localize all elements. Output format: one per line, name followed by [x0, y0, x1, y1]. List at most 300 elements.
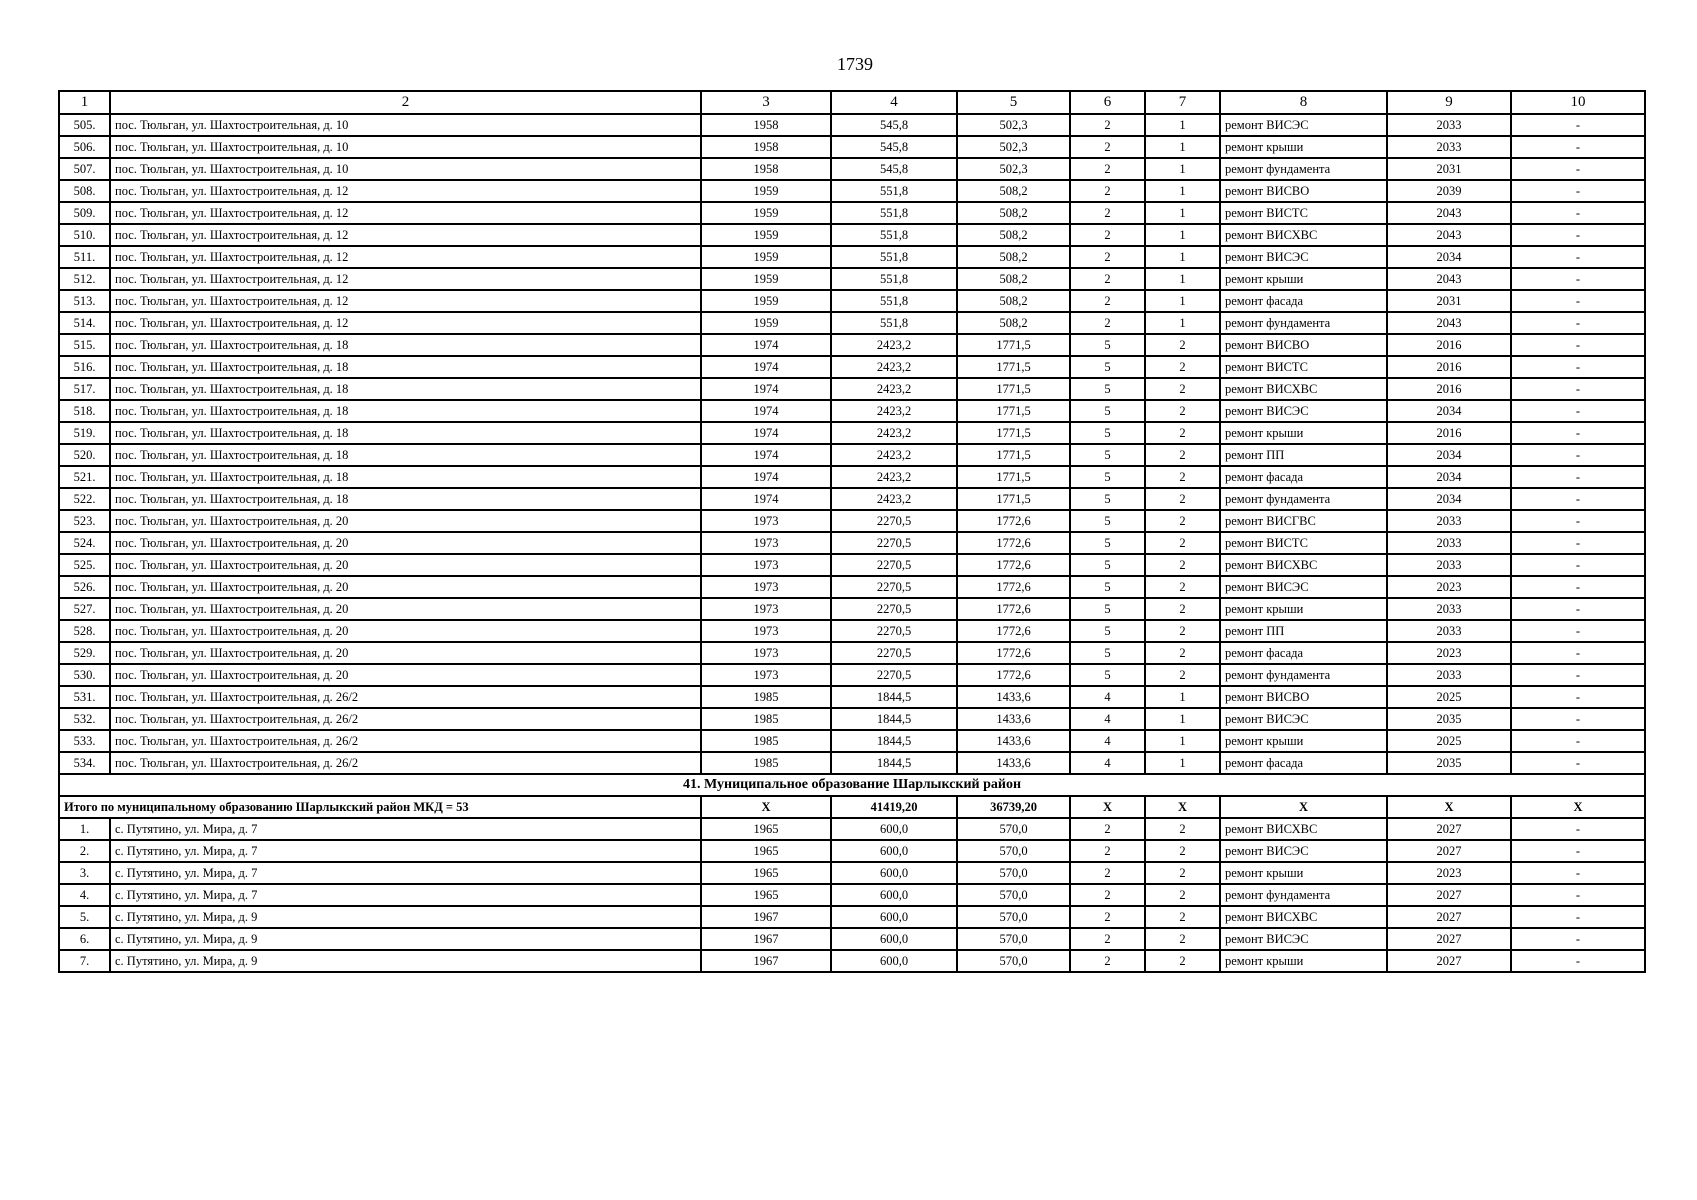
construction-year-cell: 1974 — [701, 488, 831, 510]
total-value-cell: 41419,20 — [831, 796, 957, 818]
note-cell: - — [1511, 730, 1645, 752]
construction-year-cell: 1974 — [701, 356, 831, 378]
address-cell: с. Путятино, ул. Мира, д. 7 — [110, 818, 701, 840]
total-label: Итого по муниципальному образованию Шарлыкский район МКД = 53 — [59, 796, 701, 818]
entrances-cell: 2 — [1145, 642, 1220, 664]
repair-work-cell: ремонт ВИСЭС — [1220, 576, 1387, 598]
floors-cell: 5 — [1070, 334, 1145, 356]
construction-year-cell: 1959 — [701, 202, 831, 224]
entrances-cell: 1 — [1145, 686, 1220, 708]
entrances-cell: 1 — [1145, 246, 1220, 268]
row-number-cell: 529. — [59, 642, 110, 664]
planned-year-cell: 2043 — [1387, 202, 1511, 224]
row-number-cell: 517. — [59, 378, 110, 400]
total-area-cell: 551,8 — [831, 246, 957, 268]
planned-year-cell: 2033 — [1387, 620, 1511, 642]
table-row — [59, 466, 1645, 488]
column-header: 4 — [831, 91, 957, 114]
column-header: 8 — [1220, 91, 1387, 114]
construction-year-cell: 1959 — [701, 224, 831, 246]
total-area-cell: 2270,5 — [831, 532, 957, 554]
entrances-cell: 2 — [1145, 378, 1220, 400]
repair-work-cell: ремонт фасада — [1220, 466, 1387, 488]
row-number-cell: 519. — [59, 422, 110, 444]
table-row — [59, 884, 1645, 906]
repair-work-cell: ремонт ПП — [1220, 620, 1387, 642]
note-cell: - — [1511, 532, 1645, 554]
living-area-cell: 502,3 — [957, 114, 1070, 136]
row-number-cell: 533. — [59, 730, 110, 752]
planned-year-cell: 2033 — [1387, 664, 1511, 686]
planned-year-cell: 2031 — [1387, 158, 1511, 180]
row-number-cell: 513. — [59, 290, 110, 312]
construction-year-cell: 1973 — [701, 620, 831, 642]
repair-work-cell: ремонт фундамента — [1220, 664, 1387, 686]
living-area-cell: 570,0 — [957, 928, 1070, 950]
table-row — [59, 268, 1645, 290]
floors-cell: 2 — [1070, 158, 1145, 180]
construction-year-cell: 1973 — [701, 664, 831, 686]
total-value-cell: Х — [1070, 796, 1145, 818]
address-cell: с. Путятино, ул. Мира, д. 9 — [110, 906, 701, 928]
construction-year-cell: 1965 — [701, 840, 831, 862]
total-area-cell: 600,0 — [831, 862, 957, 884]
entrances-cell: 2 — [1145, 554, 1220, 576]
floors-cell: 2 — [1070, 884, 1145, 906]
total-area-cell: 600,0 — [831, 884, 957, 906]
floors-cell: 2 — [1070, 114, 1145, 136]
note-cell: - — [1511, 246, 1645, 268]
repair-work-cell: ремонт ВИСТС — [1220, 202, 1387, 224]
planned-year-cell: 2034 — [1387, 488, 1511, 510]
total-area-cell: 551,8 — [831, 290, 957, 312]
construction-year-cell: 1965 — [701, 884, 831, 906]
entrances-cell: 1 — [1145, 136, 1220, 158]
floors-cell: 2 — [1070, 180, 1145, 202]
page-number: 1739 — [837, 54, 873, 74]
construction-year-cell: 1974 — [701, 466, 831, 488]
total-area-cell: 545,8 — [831, 136, 957, 158]
floors-cell: 5 — [1070, 576, 1145, 598]
row-number-cell: 507. — [59, 158, 110, 180]
repair-work-cell: ремонт фундамента — [1220, 488, 1387, 510]
section-heading-row — [59, 774, 1645, 796]
entrances-cell: 2 — [1145, 488, 1220, 510]
total-area-cell: 551,8 — [831, 268, 957, 290]
entrances-cell: 2 — [1145, 576, 1220, 598]
planned-year-cell: 2034 — [1387, 400, 1511, 422]
repair-work-cell: ремонт ВИСЭС — [1220, 400, 1387, 422]
address-cell: пос. Тюльган, ул. Шахтостроительная, д. 12 — [110, 180, 701, 202]
note-cell: - — [1511, 686, 1645, 708]
row-number-cell: 518. — [59, 400, 110, 422]
planned-year-cell: 2016 — [1387, 356, 1511, 378]
total-area-cell: 2423,2 — [831, 400, 957, 422]
planned-year-cell: 2033 — [1387, 532, 1511, 554]
repair-work-cell: ремонт фасада — [1220, 642, 1387, 664]
address-cell: пос. Тюльган, ул. Шахтостроительная, д. 18 — [110, 444, 701, 466]
note-cell: - — [1511, 312, 1645, 334]
table-row — [59, 730, 1645, 752]
table-row — [59, 510, 1645, 532]
living-area-cell: 570,0 — [957, 862, 1070, 884]
planned-year-cell: 2031 — [1387, 290, 1511, 312]
planned-year-cell: 2027 — [1387, 928, 1511, 950]
living-area-cell: 570,0 — [957, 884, 1070, 906]
planned-year-cell: 2033 — [1387, 136, 1511, 158]
construction-year-cell: 1973 — [701, 554, 831, 576]
address-cell: пос. Тюльган, ул. Шахтостроительная, д. 12 — [110, 268, 701, 290]
repair-work-cell: ремонт ВИСЭС — [1220, 928, 1387, 950]
construction-year-cell: 1985 — [701, 752, 831, 774]
living-area-cell: 508,2 — [957, 268, 1070, 290]
row-number-cell: 532. — [59, 708, 110, 730]
total-area-cell: 2270,5 — [831, 554, 957, 576]
construction-year-cell: 1959 — [701, 180, 831, 202]
entrances-cell: 1 — [1145, 224, 1220, 246]
address-cell: пос. Тюльган, ул. Шахтостроительная, д. 26/2 — [110, 686, 701, 708]
repair-work-cell: ремонт крыши — [1220, 598, 1387, 620]
floors-cell: 2 — [1070, 268, 1145, 290]
repair-work-cell: ремонт ВИСВО — [1220, 180, 1387, 202]
note-cell: - — [1511, 884, 1645, 906]
construction-year-cell: 1959 — [701, 246, 831, 268]
note-cell: - — [1511, 906, 1645, 928]
living-area-cell: 1771,5 — [957, 422, 1070, 444]
living-area-cell: 1771,5 — [957, 400, 1070, 422]
table-row — [59, 158, 1645, 180]
living-area-cell: 502,3 — [957, 136, 1070, 158]
planned-year-cell: 2027 — [1387, 884, 1511, 906]
living-area-cell: 1772,6 — [957, 554, 1070, 576]
note-cell: - — [1511, 620, 1645, 642]
repair-work-cell: ремонт ВИСХВС — [1220, 818, 1387, 840]
construction-year-cell: 1973 — [701, 532, 831, 554]
row-number-cell: 531. — [59, 686, 110, 708]
total-value-cell: Х — [1387, 796, 1511, 818]
entrances-cell: 1 — [1145, 268, 1220, 290]
address-cell: с. Путятино, ул. Мира, д. 7 — [110, 862, 701, 884]
living-area-cell: 508,2 — [957, 180, 1070, 202]
entrances-cell: 2 — [1145, 334, 1220, 356]
address-cell: пос. Тюльган, ул. Шахтостроительная, д. 20 — [110, 620, 701, 642]
note-cell: - — [1511, 202, 1645, 224]
table-row — [59, 444, 1645, 466]
total-area-cell: 1844,5 — [831, 686, 957, 708]
note-cell: - — [1511, 378, 1645, 400]
address-cell: пос. Тюльган, ул. Шахтостроительная, д. 12 — [110, 312, 701, 334]
total-area-cell: 2423,2 — [831, 422, 957, 444]
total-area-cell: 600,0 — [831, 840, 957, 862]
entrances-cell: 2 — [1145, 840, 1220, 862]
construction-year-cell: 1967 — [701, 950, 831, 972]
table-row — [59, 752, 1645, 774]
floors-cell: 5 — [1070, 532, 1145, 554]
table-row — [59, 708, 1645, 730]
construction-year-cell: 1974 — [701, 444, 831, 466]
table-row — [59, 422, 1645, 444]
total-area-cell: 2270,5 — [831, 598, 957, 620]
floors-cell: 2 — [1070, 950, 1145, 972]
column-header: 2 — [110, 91, 701, 114]
living-area-cell: 1771,5 — [957, 378, 1070, 400]
note-cell: - — [1511, 840, 1645, 862]
address-cell: пос. Тюльган, ул. Шахтостроительная, д. 18 — [110, 400, 701, 422]
repair-work-cell: ремонт фундамента — [1220, 158, 1387, 180]
note-cell: - — [1511, 158, 1645, 180]
planned-year-cell: 2039 — [1387, 180, 1511, 202]
note-cell: - — [1511, 488, 1645, 510]
entrances-cell: 2 — [1145, 510, 1220, 532]
entrances-cell: 1 — [1145, 290, 1220, 312]
entrances-cell: 1 — [1145, 708, 1220, 730]
living-area-cell: 1771,5 — [957, 444, 1070, 466]
address-cell: пос. Тюльган, ул. Шахтостроительная, д. 10 — [110, 114, 701, 136]
column-header: 7 — [1145, 91, 1220, 114]
note-cell: - — [1511, 356, 1645, 378]
note-cell: - — [1511, 114, 1645, 136]
planned-year-cell: 2016 — [1387, 422, 1511, 444]
construction-year-cell: 1973 — [701, 598, 831, 620]
table-row — [59, 862, 1645, 884]
address-cell: пос. Тюльган, ул. Шахтостроительная, д. 20 — [110, 598, 701, 620]
total-value-cell: Х — [1145, 796, 1220, 818]
entrances-cell: 1 — [1145, 752, 1220, 774]
address-cell: с. Путятино, ул. Мира, д. 7 — [110, 884, 701, 906]
total-value-cell: 36739,20 — [957, 796, 1070, 818]
repair-work-cell: ремонт ВИСХВС — [1220, 224, 1387, 246]
entrances-cell: 1 — [1145, 730, 1220, 752]
construction-year-cell: 1985 — [701, 708, 831, 730]
floors-cell: 5 — [1070, 400, 1145, 422]
table-row — [59, 532, 1645, 554]
repair-work-cell: ремонт ПП — [1220, 444, 1387, 466]
entrances-cell: 2 — [1145, 356, 1220, 378]
total-area-cell: 551,8 — [831, 312, 957, 334]
construction-year-cell: 1974 — [701, 422, 831, 444]
row-number-cell: 511. — [59, 246, 110, 268]
note-cell: - — [1511, 950, 1645, 972]
construction-year-cell: 1985 — [701, 730, 831, 752]
entrances-cell: 1 — [1145, 202, 1220, 224]
column-number-header-row — [59, 91, 1645, 114]
table-row — [59, 664, 1645, 686]
living-area-cell: 570,0 — [957, 950, 1070, 972]
floors-cell: 5 — [1070, 620, 1145, 642]
address-cell: пос. Тюльган, ул. Шахтостроительная, д. 18 — [110, 378, 701, 400]
living-area-cell: 1433,6 — [957, 686, 1070, 708]
address-cell: пос. Тюльган, ул. Шахтостроительная, д. 26/2 — [110, 752, 701, 774]
entrances-cell: 2 — [1145, 928, 1220, 950]
construction-year-cell: 1958 — [701, 158, 831, 180]
row-number-cell: 521. — [59, 466, 110, 488]
floors-cell: 5 — [1070, 466, 1145, 488]
repair-work-cell: ремонт ВИСЭС — [1220, 114, 1387, 136]
construction-year-cell: 1959 — [701, 312, 831, 334]
construction-year-cell: 1959 — [701, 268, 831, 290]
floors-cell: 2 — [1070, 202, 1145, 224]
planned-year-cell: 2016 — [1387, 378, 1511, 400]
note-cell: - — [1511, 268, 1645, 290]
living-area-cell: 1772,6 — [957, 620, 1070, 642]
note-cell: - — [1511, 510, 1645, 532]
floors-cell: 5 — [1070, 488, 1145, 510]
living-area-cell: 1772,6 — [957, 510, 1070, 532]
row-number-cell: 530. — [59, 664, 110, 686]
note-cell: - — [1511, 576, 1645, 598]
column-header: 6 — [1070, 91, 1145, 114]
note-cell: - — [1511, 422, 1645, 444]
living-area-cell: 1433,6 — [957, 730, 1070, 752]
total-area-cell: 600,0 — [831, 928, 957, 950]
row-number-cell: 509. — [59, 202, 110, 224]
construction-year-cell: 1974 — [701, 400, 831, 422]
total-area-cell: 2423,2 — [831, 334, 957, 356]
repair-work-cell: ремонт крыши — [1220, 862, 1387, 884]
table-row — [59, 378, 1645, 400]
planned-year-cell: 2043 — [1387, 224, 1511, 246]
entrances-cell: 2 — [1145, 444, 1220, 466]
living-area-cell: 508,2 — [957, 290, 1070, 312]
column-header: 10 — [1511, 91, 1645, 114]
planned-year-cell: 2016 — [1387, 334, 1511, 356]
table-row — [59, 928, 1645, 950]
table-row — [59, 114, 1645, 136]
row-number-cell: 510. — [59, 224, 110, 246]
table-row — [59, 840, 1645, 862]
total-area-cell: 600,0 — [831, 950, 957, 972]
note-cell: - — [1511, 180, 1645, 202]
row-number-cell: 7. — [59, 950, 110, 972]
living-area-cell: 508,2 — [957, 224, 1070, 246]
total-area-cell: 2270,5 — [831, 642, 957, 664]
repair-work-cell: ремонт фундамента — [1220, 312, 1387, 334]
row-number-cell: 534. — [59, 752, 110, 774]
address-cell: пос. Тюльган, ул. Шахтостроительная, д. 20 — [110, 576, 701, 598]
living-area-cell: 1772,6 — [957, 532, 1070, 554]
entrances-cell: 2 — [1145, 532, 1220, 554]
construction-year-cell: 1965 — [701, 862, 831, 884]
construction-year-cell: 1959 — [701, 290, 831, 312]
repair-work-cell: ремонт ВИСЭС — [1220, 840, 1387, 862]
note-cell: - — [1511, 466, 1645, 488]
address-cell: пос. Тюльган, ул. Шахтостроительная, д. 12 — [110, 290, 701, 312]
entrances-cell: 2 — [1145, 466, 1220, 488]
floors-cell: 4 — [1070, 730, 1145, 752]
total-area-cell: 1844,5 — [831, 752, 957, 774]
living-area-cell: 1771,5 — [957, 356, 1070, 378]
living-area-cell: 1433,6 — [957, 752, 1070, 774]
floors-cell: 5 — [1070, 444, 1145, 466]
floors-cell: 5 — [1070, 422, 1145, 444]
floors-cell: 5 — [1070, 664, 1145, 686]
construction-year-cell: 1967 — [701, 928, 831, 950]
note-cell: - — [1511, 136, 1645, 158]
table-row — [59, 246, 1645, 268]
note-cell: - — [1511, 664, 1645, 686]
note-cell: - — [1511, 642, 1645, 664]
repair-work-cell: ремонт ВИСХВС — [1220, 378, 1387, 400]
living-area-cell: 1771,5 — [957, 334, 1070, 356]
table-row — [59, 202, 1645, 224]
floors-cell: 2 — [1070, 224, 1145, 246]
row-number-cell: 515. — [59, 334, 110, 356]
table-row — [59, 818, 1645, 840]
address-cell: пос. Тюльган, ул. Шахтостроительная, д. 20 — [110, 642, 701, 664]
table-row — [59, 488, 1645, 510]
floors-cell: 5 — [1070, 598, 1145, 620]
address-cell: с. Путятино, ул. Мира, д. 7 — [110, 840, 701, 862]
address-cell: пос. Тюльган, ул. Шахтостроительная, д. 18 — [110, 356, 701, 378]
entrances-cell: 1 — [1145, 114, 1220, 136]
floors-cell: 5 — [1070, 510, 1145, 532]
floors-cell: 4 — [1070, 708, 1145, 730]
living-area-cell: 1772,6 — [957, 598, 1070, 620]
total-area-cell: 2423,2 — [831, 356, 957, 378]
planned-year-cell: 2033 — [1387, 510, 1511, 532]
total-value-cell: Х — [701, 796, 831, 818]
row-number-cell: 522. — [59, 488, 110, 510]
repair-work-cell: ремонт ВИСГВС — [1220, 510, 1387, 532]
living-area-cell: 1771,5 — [957, 488, 1070, 510]
address-cell: с. Путятино, ул. Мира, д. 9 — [110, 928, 701, 950]
entrances-cell: 2 — [1145, 950, 1220, 972]
total-area-cell: 600,0 — [831, 906, 957, 928]
entrances-cell: 1 — [1145, 180, 1220, 202]
table-row — [59, 400, 1645, 422]
note-cell: - — [1511, 554, 1645, 576]
total-area-cell: 2270,5 — [831, 576, 957, 598]
entrances-cell: 2 — [1145, 862, 1220, 884]
living-area-cell: 1433,6 — [957, 708, 1070, 730]
living-area-cell: 570,0 — [957, 818, 1070, 840]
note-cell: - — [1511, 334, 1645, 356]
row-number-cell: 523. — [59, 510, 110, 532]
entrances-cell: 2 — [1145, 884, 1220, 906]
note-cell: - — [1511, 400, 1645, 422]
floors-cell: 2 — [1070, 928, 1145, 950]
repair-work-cell: ремонт ВИСХВС — [1220, 554, 1387, 576]
note-cell: - — [1511, 598, 1645, 620]
planned-year-cell: 2023 — [1387, 576, 1511, 598]
table-row — [59, 180, 1645, 202]
total-area-cell: 2270,5 — [831, 664, 957, 686]
planned-year-cell: 2027 — [1387, 818, 1511, 840]
planned-year-cell: 2043 — [1387, 268, 1511, 290]
total-area-cell: 545,8 — [831, 114, 957, 136]
housing-repair-table — [58, 90, 1646, 973]
repair-work-cell: ремонт ВИСТС — [1220, 532, 1387, 554]
row-number-cell: 525. — [59, 554, 110, 576]
floors-cell: 5 — [1070, 356, 1145, 378]
row-number-cell: 1. — [59, 818, 110, 840]
note-cell: - — [1511, 752, 1645, 774]
repair-work-cell: ремонт фасада — [1220, 752, 1387, 774]
floors-cell: 4 — [1070, 752, 1145, 774]
row-number-cell: 505. — [59, 114, 110, 136]
planned-year-cell: 2027 — [1387, 950, 1511, 972]
living-area-cell: 1771,5 — [957, 466, 1070, 488]
floors-cell: 5 — [1070, 378, 1145, 400]
row-number-cell: 527. — [59, 598, 110, 620]
floors-cell: 2 — [1070, 818, 1145, 840]
construction-year-cell: 1985 — [701, 686, 831, 708]
total-area-cell: 2270,5 — [831, 620, 957, 642]
table-row — [59, 334, 1645, 356]
entrances-cell: 1 — [1145, 158, 1220, 180]
planned-year-cell: 2043 — [1387, 312, 1511, 334]
construction-year-cell: 1973 — [701, 576, 831, 598]
